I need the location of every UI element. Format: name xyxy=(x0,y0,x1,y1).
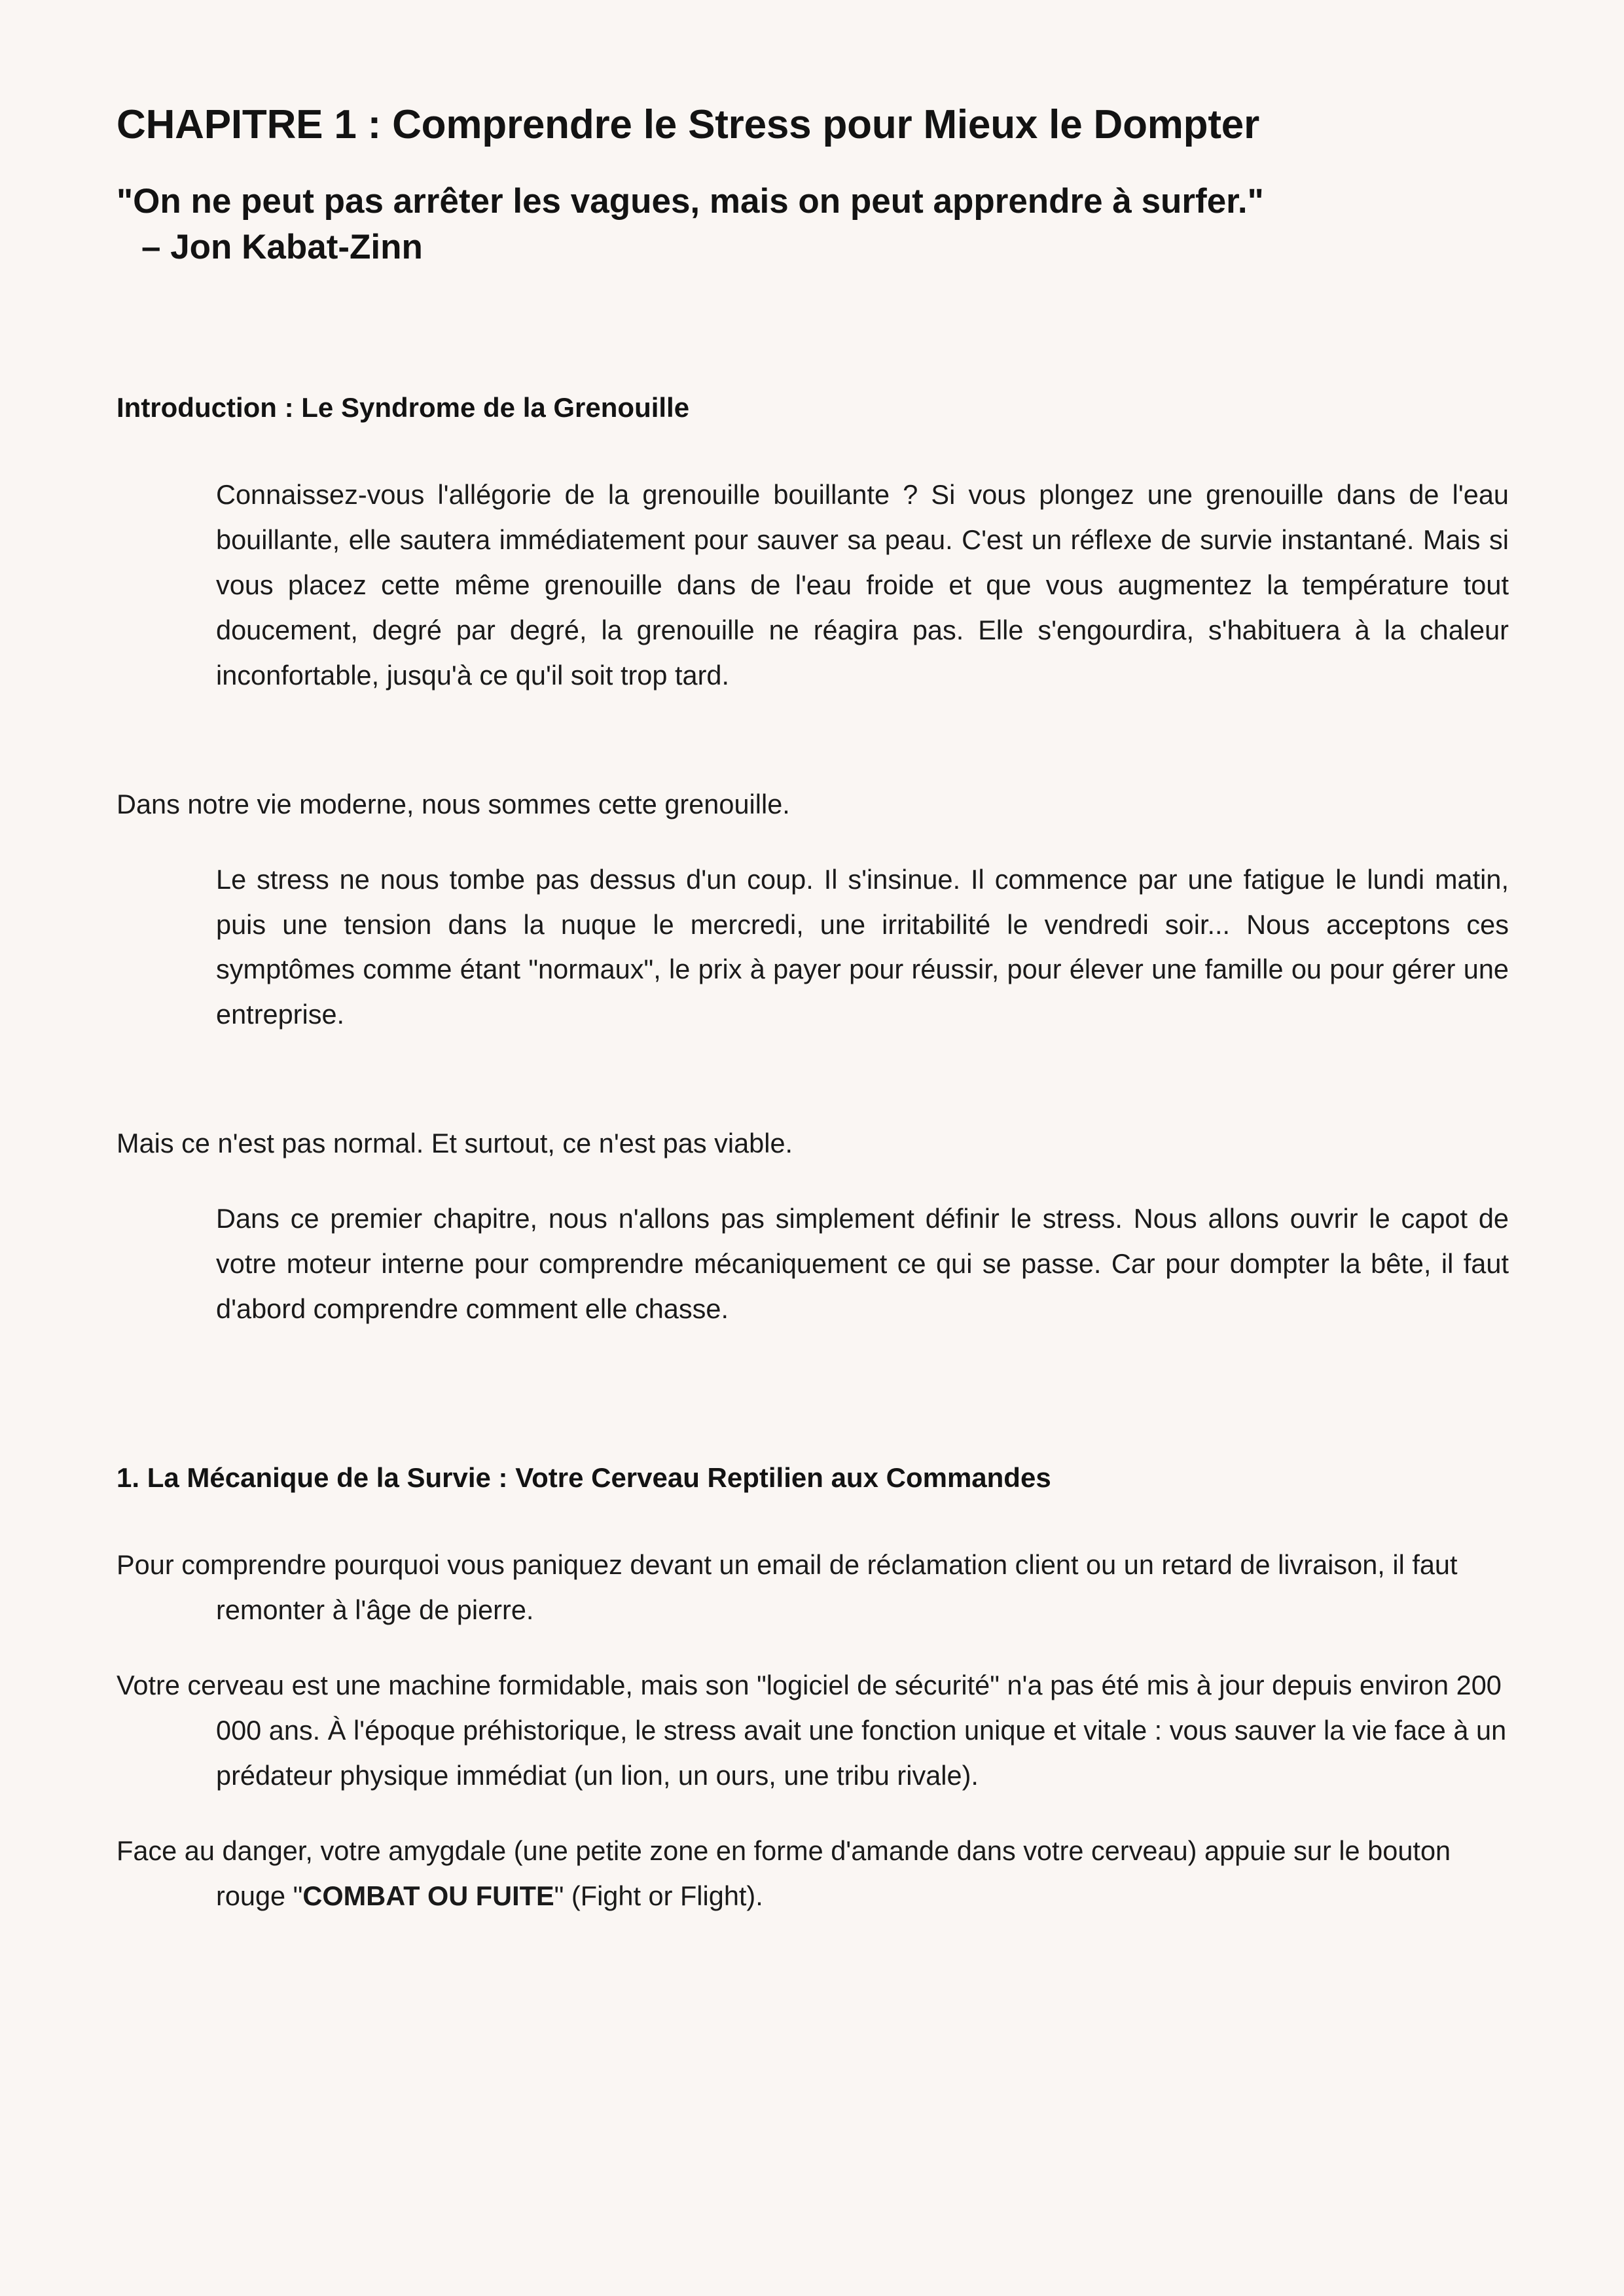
amygdala-text-before: Face au danger, votre amygdale (une petite zone en forme d'amande dans votre cerveau) appuie sur le bouton rouge " xyxy=(117,1835,1451,1911)
paragraph-brain-software: Votre cerveau est une machine formidable, mais son "logiciel de sécurité" n'a pas été mis à jour depuis environ 200 000 ans. À l'époque préhistorique, le stress avait une fonction unique et vitale : vous sauver la vie face à un prédateur physique immédiat (un lion, un ours, une tribu rivale). xyxy=(117,1670,1507,1791)
paragraph-stone-age: Pour comprendre pourquoi vous paniquez devant un email de réclamation client ou un retard de livraison, il faut remonter à l'âge de pierre. xyxy=(117,1549,1458,1626)
section-heading-mecanique-survie: 1. La Mécanique de la Survie : Votre Cerveau Reptilien aux Commandes xyxy=(117,1462,1051,1493)
paragraph-amygdala xyxy=(117,1829,1509,1919)
epigraph-block xyxy=(117,179,1509,271)
spacer xyxy=(117,1633,1509,1663)
spacer xyxy=(117,698,1509,782)
chapter-title: CHAPITRE 1 : Comprendre le Stress pour Mieux le Dompter xyxy=(117,102,1260,147)
epigraph-quote: "On ne peut pas arrêter les vagues, mais on peut apprendre à surfer." xyxy=(117,181,1264,221)
section-heading-introduction: Introduction : Le Syndrome de la Grenouille xyxy=(117,391,690,423)
spacer xyxy=(117,1037,1509,1121)
paragraph-not-normal: Mais ce n'est pas normal. Et surtout, ce n'est pas viable. xyxy=(117,1128,793,1159)
paragraph-frog-allegory: Connaissez-vous l'allégorie de la grenouille bouillante ? Si vous plongez une grenouille dans de l'eau bouillante, elle sautera immédiatement pour sauver sa peau. C'est un réflexe de survie instantané. Mais si vous placez cette même grenouille dans de l'eau froide et que vous augmentez la température tout doucement, degré par degré, la grenouille ne réagira pas. Elle s'engourdira, s'habituera à la chaleur inconfortable, jusqu'à ce qu'il soit trop tard. xyxy=(216,479,1509,691)
paragraph-chapter-intent: Dans ce premier chapitre, nous n'allons pas simplement définir le stress. Nous allons ouvrir le capot de votre moteur interne pour comprendre mécaniquement ce qui se passe. Car pour dompter la bête, il faut d'abord comprendre comment elle chasse. xyxy=(216,1203,1509,1324)
epigraph-attribution: – Jon Kabat-Zinn xyxy=(141,228,423,267)
spacer xyxy=(117,1496,1509,1543)
spacer xyxy=(117,425,1509,473)
fight-or-flight-emphasis: COMBAT OU FUITE xyxy=(302,1880,554,1911)
paragraph-modern-life: Dans notre vie moderne, nous sommes cette grenouille. xyxy=(117,788,790,819)
paragraph-stress-creeps-in: Le stress ne nous tombe pas dessus d'un coup. Il s'insinue. Il commence par une fatigue le lundi matin, puis une tension dans la nuque le mercredi, une irritabilité le vendredi soir... Nous acceptons ces symptômes comme étant "normaux", le prix à payer pour réussir, pour élever une famille ou pour gérer une entreprise. xyxy=(216,863,1509,1030)
spacer-before-section1-heading xyxy=(117,1332,1509,1460)
amygdala-text-after: " (Fight or Flight). xyxy=(554,1880,763,1911)
spacer xyxy=(117,1799,1509,1829)
spacer xyxy=(117,827,1509,857)
spacer-before-intro-heading xyxy=(117,271,1509,390)
spacer xyxy=(117,1166,1509,1196)
